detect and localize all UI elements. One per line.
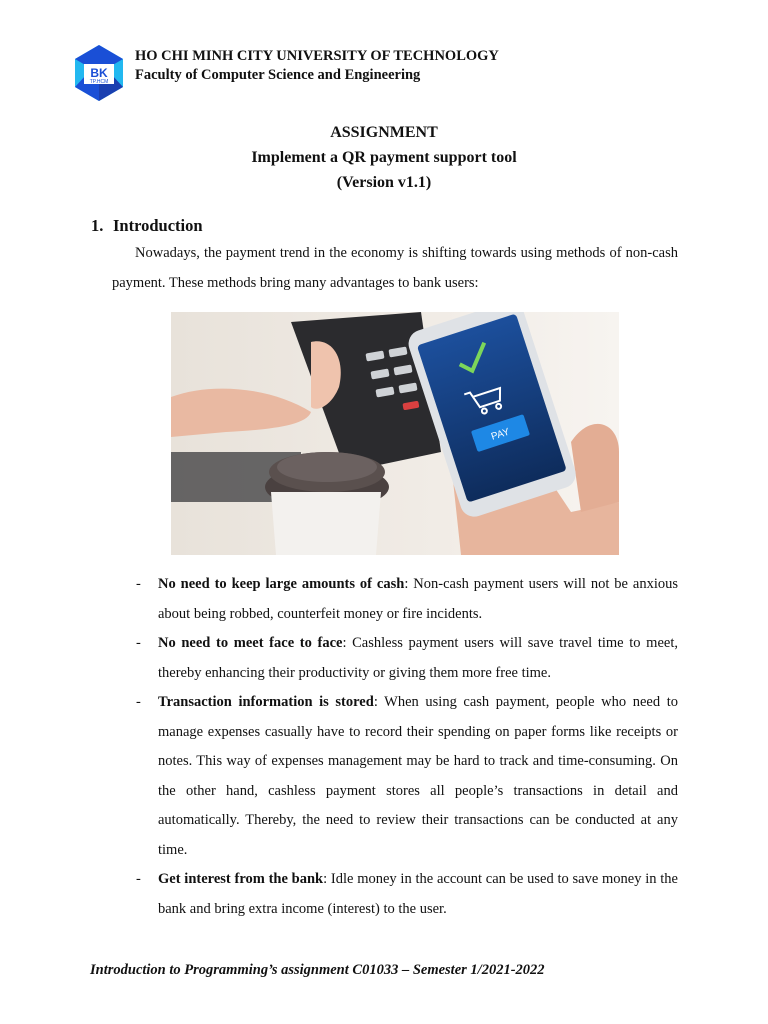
bullet-heading: No need to meet face to face [158, 635, 343, 651]
doc-title-main: Implement a QR payment support tool [251, 149, 517, 166]
bullet-dash: - [136, 576, 141, 592]
section-title: Introduction [113, 216, 203, 235]
list-item [136, 688, 678, 865]
pay-label: PAY [489, 426, 511, 443]
section-number: 1. [91, 216, 104, 235]
bullet-dash: - [136, 871, 141, 887]
payment-photo [171, 312, 619, 555]
university-logo [72, 44, 126, 102]
doc-title-version: (Version v1.1) [336, 174, 432, 191]
logo-subtext: TP.HCM [89, 79, 109, 85]
university-name: HO CHI MINH CITY UNIVERSITY OF TECHNOLOGY [135, 48, 499, 64]
bullet-heading: Transaction information is stored [158, 694, 374, 710]
page-footer: Introduction to Programming’s assignment C01033 – Semester 1/2021-2022 [90, 962, 545, 978]
bullet-heading: No need to keep large amounts of cash [158, 576, 405, 592]
list-item [136, 865, 678, 924]
bullet-heading: Get interest from the bank [158, 871, 324, 887]
bullet-dash: - [136, 694, 141, 710]
intro-paragraph: Nowadays, the payment trend in the economy is shifting towards using methods of non-cash payment. These methods bring many advantages to bank users: [112, 245, 678, 291]
advantages-list [136, 570, 678, 924]
logo-text: BK [90, 66, 108, 80]
doc-title-assignment: ASSIGNMENT [330, 124, 438, 141]
list-item [136, 570, 678, 629]
faculty-name: Faculty of Computer Science and Engineering [135, 67, 421, 83]
bullet-text: : Idle money in the account can be used to save money in the bank and bring extra income (interest) to the user. [158, 871, 678, 917]
bullet-text: : When using cash payment, people who need to manage expenses casually have to record their spending on paper forms like receipts or notes. This way of expenses management may be hard to track and time-consuming. On the other hand, cashless payment stores all people’s transactions in detail and automatically. Thereby, the need to review their transactions can be conducted at any time. [158, 694, 678, 858]
section-heading [91, 216, 203, 236]
list-item [136, 629, 678, 688]
bullet-dash: - [136, 635, 141, 651]
bullet-text: : Non-cash payment users will not be anxious about being robbed, counterfeit money or fire incidents. [158, 576, 678, 622]
bullet-text: : Cashless payment users will save travel time to meet, thereby enhancing their productivity or giving them more free time. [158, 635, 678, 681]
